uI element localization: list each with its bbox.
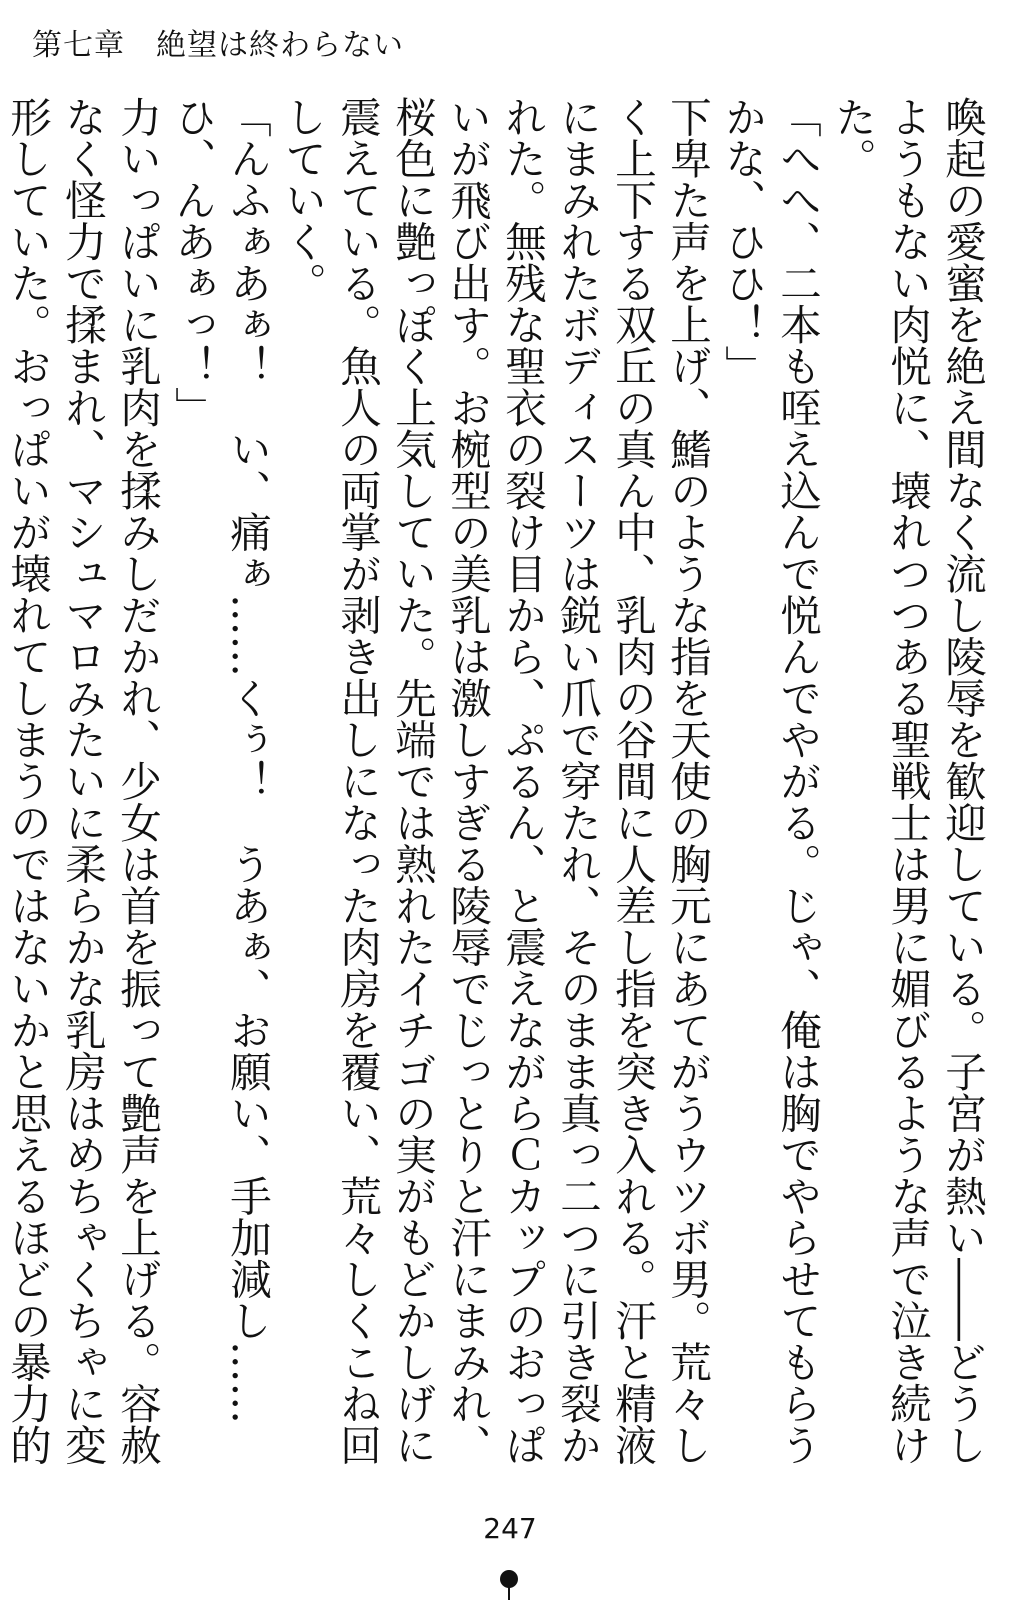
paragraph-2: 「へへ、二本も咥え込んで悦んでやがる。じゃ、俺は胸でやらせてもらうかな、ひひ！」 xyxy=(718,96,822,1466)
header-spacer xyxy=(125,28,156,63)
paragraph-4: 「んふぁあぁ！ い、痛ぁ……くぅ！ うあぁ、お願い、手加減し……ひ、んあぁっ！」 xyxy=(168,96,272,1424)
chapter-number: 第七章 xyxy=(32,28,125,63)
paragraph-3: 下卑た声を上げ、鰭のような指を天使の胸元にあてがうウツボ男。荒々しく上下する双丘の真ん中、乳肉の谷間に人差し指を突き入れる。汗と精液にまみれたボディスーツは鋭い爪で穿たれ、そのまま真っ二つに引き裂かれた。無残な聖衣の裂け目から、ぷるん、と震えながらＣカップのおっぱいが飛び出す。お椀型の美乳は激しすぎる陵辱でじっとりと汗にまみれ、桜色に艶っぽく上気していた。先端では熟れたイチゴの実がもどかしげに震えている。魚人の両掌が剥き出しになった肉房を覆い、荒々しくこね回していく。 xyxy=(278,96,712,1466)
paragraph-1: 喚起の愛蜜を絶え間なく流し陵辱を歓迎している。子宮が熱い――どうしようもない肉悦に、壊れつつある聖戦士は男に媚びるような声で泣き続けた。 xyxy=(828,96,987,1466)
page-marker-tail xyxy=(508,1586,510,1600)
page-number: 247 xyxy=(483,1512,537,1545)
chapter-header xyxy=(32,28,404,64)
paragraph-5: 力いっぱいに乳肉を揉みしだかれ、少女は首を振って艶声を上げる。容赦なく怪力で揉まれ、マシュマロみたいに柔らかな乳房はめちゃくちゃに変形していた。おっぱいが壊れてしまうのではないかと思えるほどの暴力的 xyxy=(3,96,162,1466)
chapter-title: 絶望は終わらない xyxy=(156,28,404,63)
vertical-body-text xyxy=(3,96,990,1486)
